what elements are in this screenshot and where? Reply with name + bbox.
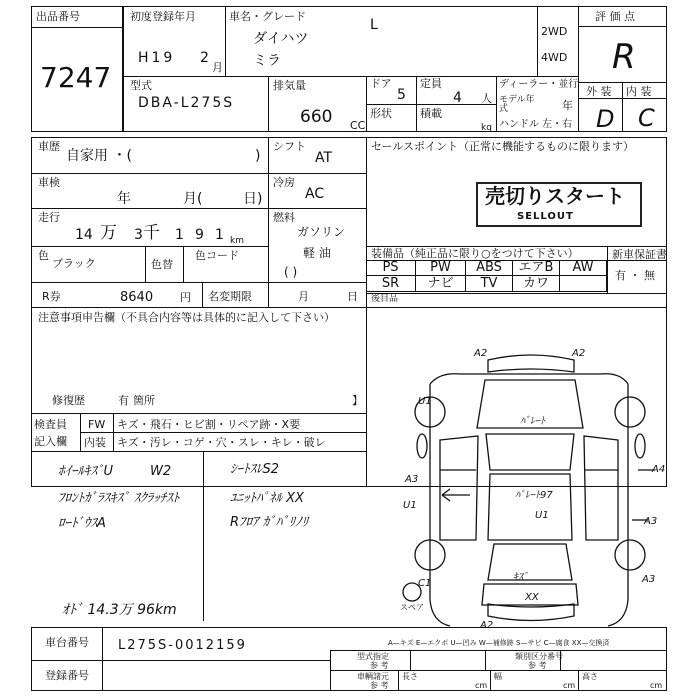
note-xx: XX: [525, 592, 539, 603]
equip-ps: PS: [366, 260, 416, 276]
mark-u1-left: U1: [403, 500, 417, 511]
recycle-yen: 円: [180, 291, 191, 304]
equip-sr: SR: [366, 276, 416, 292]
kg-unit: kg: [481, 123, 492, 133]
dims-label: 車輌諸元: [357, 672, 389, 681]
type-no-label: 類別区分番号: [515, 652, 563, 661]
inspection-year: 年: [117, 191, 131, 207]
stamp-sub: SELLOUT: [517, 211, 574, 222]
mark-u1-roof: U1: [535, 510, 549, 521]
color-label: 色: [38, 249, 49, 262]
warranty-value: 有 ・ 無: [615, 269, 655, 282]
repair-value: 有: [118, 394, 129, 407]
remark-3c: Rﾌﾛｱ ｶﾞﾊﾞﾘﾉﾘ: [230, 515, 309, 530]
dims-width: 幅: [494, 672, 502, 681]
mark-a3-rear-right: A3: [642, 574, 656, 585]
rear-equip-label: 後目品: [371, 294, 399, 304]
type-spec-label: 型式指定: [357, 652, 389, 661]
repair-location-close: 】: [352, 394, 363, 407]
model-code-label: 型式: [130, 79, 152, 92]
history-value: 自家用 ・(: [66, 148, 132, 164]
name-change-day: 日: [347, 290, 358, 303]
recycle-value: 8640: [120, 290, 154, 305]
name-change-label: 名変期限: [208, 290, 252, 303]
lot-number: 7247: [40, 61, 112, 94]
dims-height-cm: cm: [650, 681, 663, 690]
mark-a3-right: A3: [644, 516, 658, 527]
cc-unit: CC: [350, 119, 366, 132]
remark-1b: W2: [150, 464, 172, 479]
warranty-label: 新車保証書: [612, 248, 667, 261]
mileage-d2: 3: [134, 227, 143, 243]
int-score: C: [638, 104, 655, 132]
spare-label: スペア: [400, 603, 424, 612]
repair-label: 修復歴: [52, 394, 85, 407]
mark-a2-front-left: A2: [474, 348, 488, 359]
equip-airbag: エアB: [513, 260, 560, 276]
first-reg-label: 初度登録年月: [130, 10, 196, 23]
chassis-number: L275S-0012159: [118, 638, 247, 653]
mileage-d4: 9: [195, 227, 204, 243]
car-name-label: 車名・グレード: [229, 10, 306, 23]
type-no-ref: 参 考: [528, 661, 547, 670]
fw-label: FW: [88, 418, 106, 431]
equip-tv: TV: [466, 276, 513, 292]
chassis-label: 車台番号: [45, 636, 89, 649]
shift-label: シフト: [273, 140, 306, 153]
inspection-month: 月(: [183, 191, 203, 207]
remark-2c: ﾕﾆｯﾄﾊﾟﾈﾙ XX: [230, 491, 304, 506]
drive-4wd: 4WD: [541, 51, 568, 64]
int-label: 内 装: [626, 85, 652, 98]
color-value: ブラック: [52, 257, 96, 270]
note-lower: ｷｽﾞ: [513, 572, 528, 583]
equip-pw: PW: [416, 260, 466, 276]
mileage-u2: 千: [143, 223, 160, 243]
dims-length: 長さ: [402, 672, 418, 681]
remark-3a: ﾛｰﾄﾞｳｽA: [58, 516, 106, 531]
mark-a3-left: A3: [405, 474, 419, 485]
mark-c1-rear-left: C1: [418, 578, 432, 589]
mileage-label: 走行: [38, 211, 60, 224]
doors: 5: [397, 87, 406, 103]
first-reg-year: H19: [138, 50, 176, 66]
grade-score: R: [612, 37, 636, 77]
inspection-label: 車検: [38, 176, 60, 189]
load-label: 積載: [420, 107, 442, 120]
remark-1c: ｼｰﾄｽﾚS2: [230, 462, 280, 477]
stamp-main: 売切りスタート: [485, 184, 625, 208]
recycle-label: R券: [42, 290, 61, 303]
note-paint-center: ﾊﾟﾚｰﾄ97: [515, 490, 553, 501]
mileage-d5: 1: [215, 227, 224, 243]
equipment-label: 装備品（純正品に限り○をつけて下さい）: [371, 247, 579, 260]
model-code: DBA-L275S: [138, 95, 235, 111]
reg-number-label: 登録番号: [45, 669, 89, 682]
equip-abs: ABS: [466, 260, 513, 276]
dealer-label: ディーラー・並行: [499, 79, 579, 90]
fuel-light: 軽 油: [303, 246, 331, 260]
inspection-day: 日): [243, 191, 263, 207]
interior-label: 内装: [84, 436, 106, 449]
fuel-gas: ガソリン: [297, 225, 346, 239]
first-reg-month-unit: 月: [212, 61, 223, 74]
mark-a2-front-right: A2: [572, 348, 586, 359]
dims-ref: 参 考: [370, 681, 389, 690]
history-paren-close: ): [255, 148, 261, 164]
remark-1a: ﾎｲｰﾙｷｽﾞU: [58, 464, 114, 479]
type-spec-ref: 参 考: [370, 661, 389, 670]
mark-a2-rear: A2: [480, 620, 494, 631]
inspector-label-1: 検査員: [34, 418, 67, 431]
sales-point-label: セールスポイント（正常に機能するものに限ります）: [371, 140, 635, 153]
mileage-u1: 万: [100, 223, 117, 243]
ext-score: D: [596, 105, 615, 133]
history-label: 車歴: [38, 140, 60, 153]
damage-legend: A—キズ E—エクボ U—凹み W—補修跡 S—サビ C—腐食 XX—交換済: [388, 639, 610, 647]
color-change-label: 色替: [151, 258, 173, 271]
handle-label: ハンドル 左・右: [499, 119, 573, 130]
displacement-label: 排気量: [273, 79, 306, 92]
shape-label: 形状: [370, 107, 392, 120]
notes-label: 注意事項申告欄（不具合内容等は具体的に記入して下さい）: [38, 311, 335, 324]
odometer-note: ｵﾄﾞ 14.3万 96km: [62, 602, 177, 618]
mark-a4-right: A4: [652, 464, 666, 475]
equip-leather: カワ: [513, 276, 560, 292]
mileage-d1: 14: [75, 227, 93, 243]
note-paint-hood: ﾊﾟﾚｰﾄ: [520, 416, 545, 427]
equip-navi: ナビ: [416, 276, 466, 292]
model-year-label: モデル年式: [499, 95, 535, 114]
ext-label: 外 装: [586, 85, 612, 98]
dims-length-cm: cm: [475, 681, 488, 690]
lot-label: 出品番号: [36, 10, 80, 23]
capacity-label: 定員: [420, 77, 442, 90]
drive-2wd: 2WD: [541, 25, 568, 38]
dims-width-cm: cm: [563, 681, 576, 690]
fuel-paren: ( ): [284, 265, 298, 279]
equip-aw: AW: [560, 260, 607, 276]
fuel-label: 燃料: [273, 211, 295, 224]
displacement: 660: [300, 107, 333, 127]
dims-height: 高さ: [582, 672, 598, 681]
interior-text: キズ・汚レ・コゲ・穴・スレ・キレ・破レ: [117, 436, 326, 449]
name-change-month: 月: [298, 290, 309, 303]
ac-value: AC: [305, 186, 325, 202]
capacity: 4: [453, 90, 462, 106]
repair-location-label: 箇所: [133, 394, 155, 407]
fw-text: キズ・飛石・ヒビ割・リペア跡・X要: [117, 418, 301, 431]
first-reg-month: 2: [200, 50, 209, 66]
ac-label: 冷房: [273, 176, 295, 189]
color-code-label: 色コード: [195, 249, 239, 262]
capacity-unit: 人: [481, 92, 492, 105]
grade-score-label: 評 価 点: [595, 10, 635, 23]
doors-label: ドア: [370, 77, 392, 90]
remark-2a: ﾌﾛﾝﾄｶﾞﾗｽｷｽﾞ ｽｸﾗｯﾁｽﾄ: [58, 491, 180, 506]
mileage-d3: 1: [175, 227, 184, 243]
model-year-unit: 年: [562, 99, 573, 112]
shift-value: AT: [315, 150, 333, 166]
maker: ダイハツ: [253, 31, 309, 47]
inspector-label-2: 記入欄: [34, 435, 67, 448]
mileage-km: km: [230, 236, 244, 246]
grade: L: [370, 17, 378, 33]
mark-u1-front-left: U1: [418, 396, 432, 407]
model-name: ミラ: [253, 53, 281, 69]
